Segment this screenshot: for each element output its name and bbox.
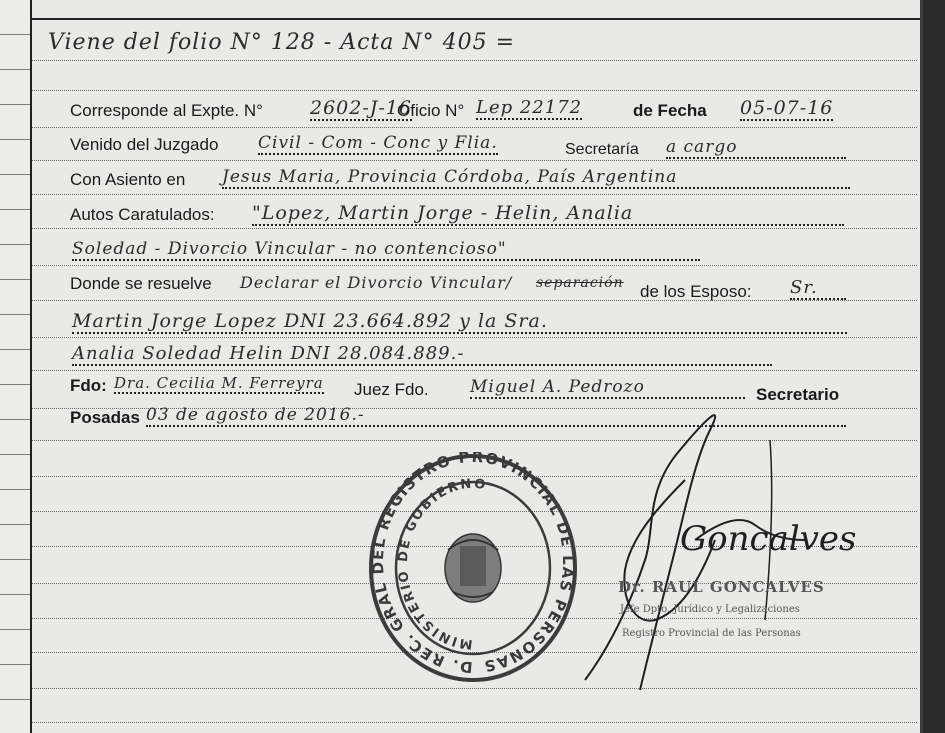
ruled-line xyxy=(32,90,917,91)
official-seal xyxy=(368,452,578,684)
value-juzgado: Civil - Com - Conc y Flia. xyxy=(258,133,498,153)
ruled-line xyxy=(32,722,917,723)
label-oficio: Oficio N° xyxy=(397,101,465,120)
value-oficio: Lep 22172 xyxy=(476,97,583,118)
value-resuelve: Declarar el Divorcio Vincular/ xyxy=(240,273,513,292)
left-margin xyxy=(0,0,32,733)
ruled-line xyxy=(32,370,917,371)
ruled-line xyxy=(32,160,917,161)
ruled-line xyxy=(32,194,917,195)
value-resuelve-struck: separación xyxy=(536,275,624,291)
ruled-line xyxy=(32,337,917,338)
label-venido: Venido del Juzgado xyxy=(70,135,219,154)
label-fecha: de Fecha xyxy=(633,101,707,120)
value-esposo-line: Martin Jorge Lopez DNI 23.664.892 y la Sra. xyxy=(72,310,847,334)
label-posadas: Posadas xyxy=(70,408,140,427)
ruled-line xyxy=(32,300,917,301)
value-esposa-line: Analia Soledad Helin DNI 28.084.889.- xyxy=(72,343,772,366)
label-secretaria: Secretaría xyxy=(565,141,639,158)
value-fecha: 05-07-16 xyxy=(740,97,834,119)
seal-outer-text: D. REC. GRAL DEL REGISTRO PROVINCIAL DE LAS PERSONAS xyxy=(368,452,578,677)
value-autos-line2: Soledad - Divorcio Vincular - no contencioso" xyxy=(72,239,700,261)
label-fdo: Fdo: xyxy=(70,376,107,395)
signature-block xyxy=(585,390,857,690)
label-asiento: Con Asiento en xyxy=(70,170,186,189)
coat-of-arms-icon xyxy=(445,534,501,602)
page-edge xyxy=(923,0,945,733)
ruled-line xyxy=(32,265,917,266)
signatory-title-line2: Registro Provincial de las Personas xyxy=(622,628,801,639)
value-esposo-start: Sr. xyxy=(790,277,846,300)
label-autos: Autos Caratulados: xyxy=(70,205,215,224)
label-esposos: de los Esposo: xyxy=(640,282,752,301)
value-posadas-fecha: 03 de agosto de 2016.- xyxy=(146,405,846,427)
ruled-line xyxy=(32,127,917,128)
label-donde: Donde se resuelve xyxy=(70,274,212,293)
value-expte: 2602-J-16 xyxy=(310,97,412,119)
signatory-title-line1: Jefe Dpto. Jurídico y Legalizaciones xyxy=(620,604,800,615)
value-asiento: Jesus Maria, Provincia Córdoba, País Argentina xyxy=(222,167,850,189)
top-border-rule xyxy=(30,18,920,20)
ruled-line xyxy=(32,228,917,229)
seal-graphic xyxy=(368,452,578,684)
value-secretaria: a cargo xyxy=(666,137,846,159)
ruled-line xyxy=(32,60,917,61)
label-secretario: Secretario xyxy=(756,385,840,404)
label-corresponde: Corresponde al Expte. N° xyxy=(70,101,263,120)
signature-scrawl-icon xyxy=(585,390,857,690)
seal-inner-text: MINISTERIO DE GOBIERNO xyxy=(395,476,489,652)
signatory-name: Dr. RAUL GONCALVES xyxy=(618,578,825,596)
label-juez: Juez Fdo. xyxy=(354,380,429,399)
value-autos-line1: "Lopez, Martin Jorge - Helin, Analia xyxy=(252,202,844,226)
value-secretario: Miguel A. Pedrozo xyxy=(470,377,745,399)
header-handwritten-line: Viene del folio N° 128 - Acta N° 405 = xyxy=(48,30,516,55)
value-juez: Dra. Cecilia M. Ferreyra xyxy=(114,374,324,392)
signature-scrawl-text: Goncalves xyxy=(680,519,857,559)
